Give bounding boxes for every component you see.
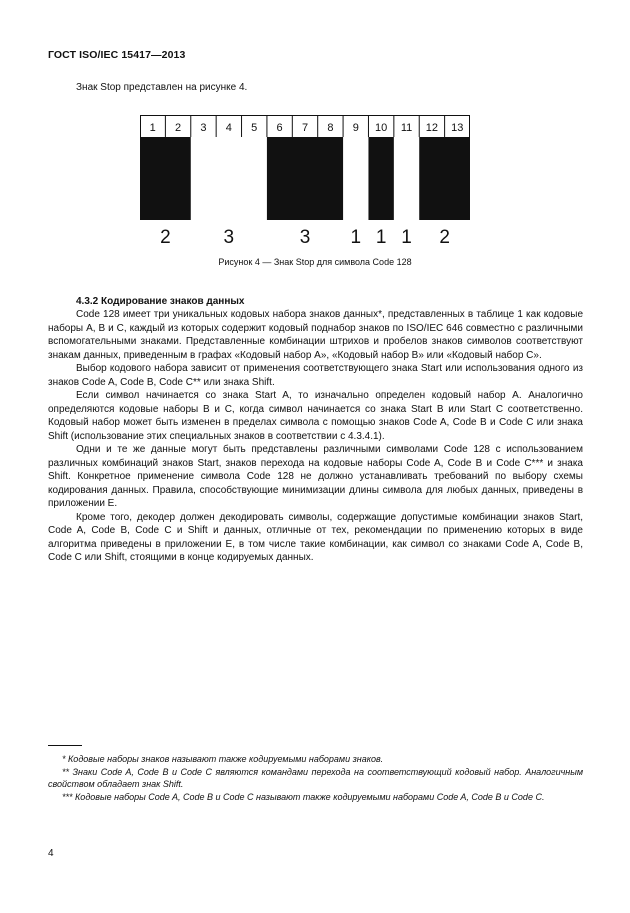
figure-caption: Рисунок 4 — Знак Stop для символа Code 128 — [218, 257, 412, 267]
element-width-label: 1 — [375, 227, 387, 248]
module-number: 3 — [200, 122, 207, 134]
intro-text: Знак Stop представлен на рисунке 4. — [76, 82, 248, 93]
paragraph: Code 128 имеет три уникальных кодовых набора знаков данных*, представленных в таблице 1 как кодовые наборы A, B и C, каждый из которых содержит кодовый поднабор знаков по ISO/IEC 646 совместно с различными вспомогательными знаками. Представленные комбинации штрихов и пробелов знаков символов соответствуют знакам данных, приведенным в графах «Кодовый набор A», «Кодовый набор B» или «Кодовый набор C». — [48, 309, 583, 361]
barcode-bars — [140, 137, 470, 220]
page-number: 4 — [48, 848, 54, 859]
stop-character-figure — [140, 115, 470, 250]
paragraph: Если символ начинается со знака Start A, то изначально определен кодовый набор A. Аналогично определяются кодовые наборы B и C, когда символ начинается со знака Start B или Start C соответственно. Кодовый набор может быть изменен в пределах символа с помощью знаков Code A, Code B и Code C или знака Shift (использование этих специальных знаков в соответствии с 4.3.4.1). — [48, 390, 583, 442]
element-width-label: 2 — [160, 227, 171, 248]
module-number: 13 — [451, 122, 464, 134]
barcode-bar — [267, 137, 343, 220]
module-number: 5 — [251, 122, 258, 134]
module-number: 2 — [175, 122, 182, 134]
paragraph: Одни и те же данные могут быть представлены различными символами Code 128 с использованием различных комбинаций знаков Start, знаков перехода на кодовые наборы Code A, Code B и Code C*** и знака Shift. Конкретное применение символа Code 128 не должно устанавливать требований по выбору схемы кодирования данных. Правила, способствующие минимизации длины символа для любых данных, приведены в приложении E. — [48, 444, 583, 509]
module-number: 6 — [276, 122, 283, 134]
element-width-label: 2 — [439, 227, 450, 248]
footnote: * Кодовые наборы знаков называют также кодируемыми наборами знаков. — [62, 754, 384, 764]
module-number: 9 — [352, 122, 359, 134]
element-width-labels — [160, 227, 450, 248]
module-number: 8 — [327, 122, 334, 134]
element-width-label: 1 — [401, 227, 412, 248]
paragraph: Выбор кодового набора зависит от применения соответствующего знака Start или использования одного из знаков Code A, Code B, Code C** или знака Shift. — [48, 363, 583, 388]
footnotes — [48, 753, 583, 803]
module-number: 4 — [225, 122, 232, 134]
module-number: 12 — [425, 122, 439, 134]
module-number: 11 — [400, 122, 413, 134]
body-text — [48, 308, 583, 565]
element-width-label: 3 — [299, 227, 311, 248]
barcode-bar — [140, 137, 191, 220]
footnote: ** Знаки Code A, Code B и Code C являются командами перехода на соответствующий кодовый набор. Аналогичным свойством обладает знак Shift. — [48, 766, 583, 789]
module-number-labels — [150, 122, 464, 134]
module-number: 7 — [301, 122, 309, 134]
section-heading: 4.3.2 Кодирование знаков данных — [76, 296, 245, 307]
footnote-separator — [48, 745, 82, 746]
module-number: 1 — [149, 122, 156, 134]
footnote: *** Кодовые наборы Code A, Code B и Code C называют также кодируемыми наборами Code A, Code B и Code C. — [62, 791, 545, 802]
paragraph: Кроме того, декодер должен декодировать символы, содержащие допустимые комбинации знаков Start, Code A, Code B, Code C и Shift и данных, отличные от тех, рекомендации по применению которых в виде алгоритма приведены в приложении E, в том числе такие комбинации, как символ со знаками Code A, Code B, Code C или Shift, стоящими в конце кодируемых данных. — [48, 511, 583, 563]
element-width-label: 1 — [350, 227, 362, 248]
document-header: ГОСТ ISO/IEC 15417—2013 — [48, 49, 186, 61]
element-width-label: 3 — [223, 227, 235, 248]
barcode-bar — [368, 137, 393, 220]
barcode-bar — [419, 137, 470, 220]
module-number: 10 — [375, 122, 388, 134]
